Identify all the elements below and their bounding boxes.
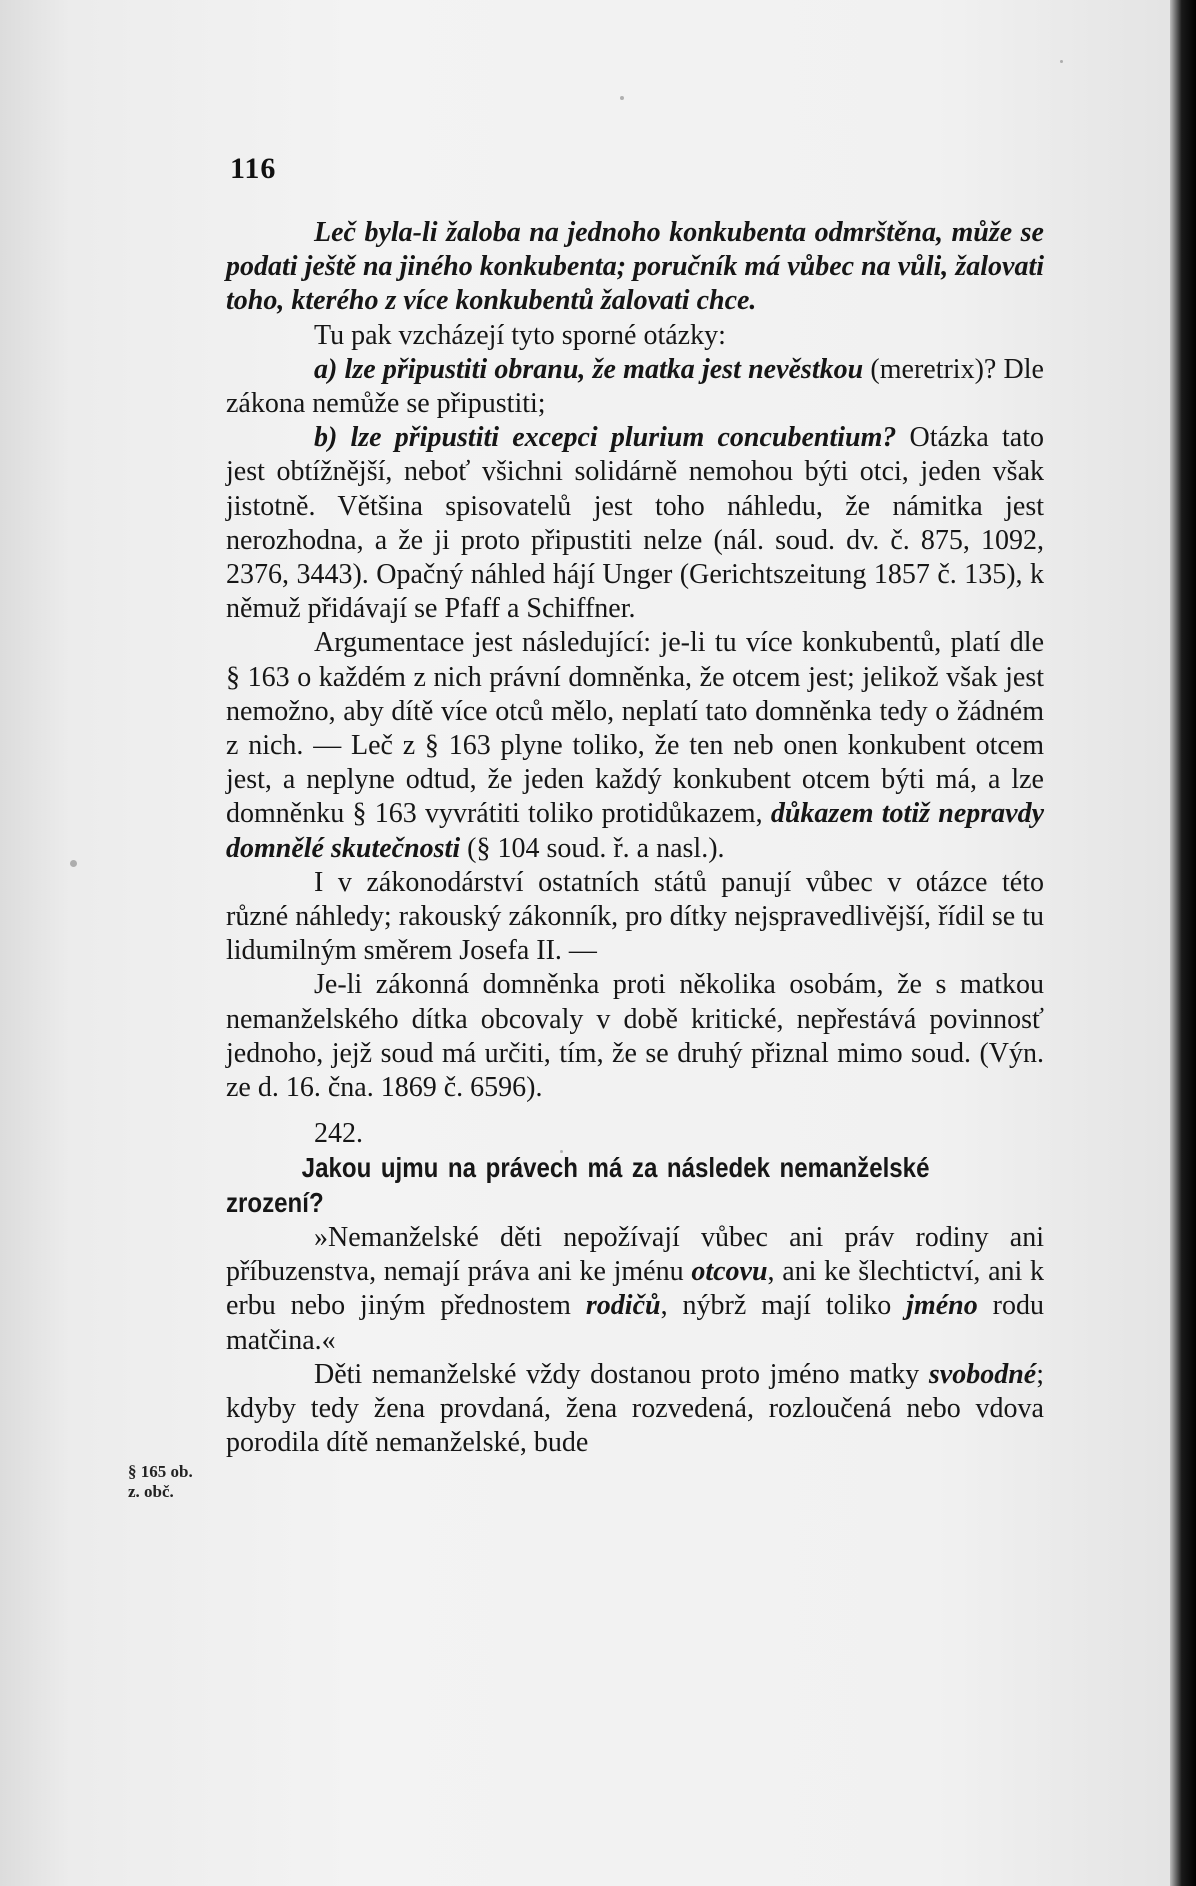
paragraph-text: , nýbrž mají toliko xyxy=(660,1290,907,1322)
section-number: 242. xyxy=(314,1118,363,1150)
paper-speck xyxy=(70,860,77,867)
paragraph-text: Argumentace jest následující: je-li tu více konkubentů, platí dle § 163 o každém z nich právní domněnka, že otcem jest; jelikož však jest nemožno, aby dítě více otců mělo, neplatí tato domněnka tedy o žádném z nich. — Leč z § 163 plyne toliko, že ten neb onen konkubent otcem jest, a neplyne odtud, že jeden každý konkubent otcem býti má, a lze domněnku § 163 vyvrátiti toliko protidůkazem, xyxy=(226,627,1044,830)
paragraph: Je-li zákonná domněnka proti několika osobám, že s matkou nemanželského dítka obcovaly v době kritické, nepřestává povinnosť jednoho, jejž soud má určiti, tím, že se druhý přiznal mimo soud. (Výn. ze d. 16. čna. 1869 č. 6596). xyxy=(226,969,1044,1104)
paragraph-text: (§ 104 soud. ř. a nasl.). xyxy=(460,832,725,864)
paragraph-text: Děti nemanželské vždy dostanou proto jméno matky xyxy=(314,1358,929,1390)
paragraph: Tu pak vzcházejí tyto sporné otázky: xyxy=(314,319,726,351)
paragraph-emphasis: b) lze připustiti excepci plurium concubentium? xyxy=(314,422,897,454)
margin-note xyxy=(128,1462,214,1502)
section-title: Jakou ujmu na právech má za následek nemanželské zrození? xyxy=(226,1152,930,1218)
paragraph-emphasis: rodičů xyxy=(585,1290,661,1322)
paragraph-text: Otázka tato jest obtížnější, neboť všichni solidárně nemohou býti otci, jeden však jistotně. Většina spisovatelů jest toho náhledu, že námitka jest nerozhodna, a že ji proto připustiti nelze (nál. soud. dv. č. 875, 1092, 2376, 3443). Opačný náhled hájí Unger (Gerichtszeitung 1857 č. 135), k němuž přidávají se Pfaff a Schiffner. xyxy=(226,422,1045,625)
page-edge-shadow xyxy=(1170,0,1196,1886)
paragraph-text: »Nemanželské děti nepožívají vůbec ani práv rodiny ani příbuzenstva, nemají práva ani ke jménu xyxy=(226,1221,1044,1288)
paragraph-text: ; kdyby tedy žena provdaná, žena rozvedená, rozloučená nebo vdova porodila dítě nemanželské, bude xyxy=(226,1358,1044,1459)
paragraph-emphasis: důkazem totiž nepravdy domnělé skutečnosti xyxy=(226,798,1044,864)
paragraph-emphasis: otcovu xyxy=(691,1256,768,1288)
paragraph-emphasis: a) lze připustiti obranu, že matka jest nevěstkou xyxy=(314,353,864,385)
margin-note-line: z. obč. xyxy=(128,1482,174,1501)
paragraph-emphasis: svobodné xyxy=(928,1358,1037,1390)
paragraph-emphasis: jméno xyxy=(906,1290,978,1322)
body-text xyxy=(226,216,1044,1460)
paragraph: Leč byla-li žaloba na jednoho konkubenta odmrštěna, může se podati ještě na jiného konkubenta; poručník má vůbec na vůli, žalovati toho, kterého z více konkubentů žalovati chce. xyxy=(226,217,1044,317)
paper-speck xyxy=(1060,60,1063,63)
paper-speck xyxy=(620,96,624,100)
paragraph xyxy=(226,1221,1044,1358)
section-heading xyxy=(226,1117,1044,1221)
paragraph-text: rodu matčina.« xyxy=(226,1290,1044,1356)
paragraph xyxy=(226,421,1044,626)
paragraph-text: (meretrix)? Dle zákona nemůže se připustiti; xyxy=(226,353,1044,420)
paragraph: I v zákonodárství ostatních států panují vůbec v otázce této různé náhledy; rakouský zákonník, pro dítky nejspravedlivější, řídil se tu lidumilným směrem Josefa II. — xyxy=(226,866,1044,967)
paragraph xyxy=(226,1358,1044,1461)
paragraph xyxy=(226,353,1044,421)
margin-note-line: § 165 ob. xyxy=(128,1462,193,1481)
paragraph xyxy=(226,626,1044,865)
page-number: 116 xyxy=(230,152,277,185)
paragraph-text: , ani ke šlechtictví, ani k erbu nebo jiným přednostem xyxy=(226,1256,1044,1322)
